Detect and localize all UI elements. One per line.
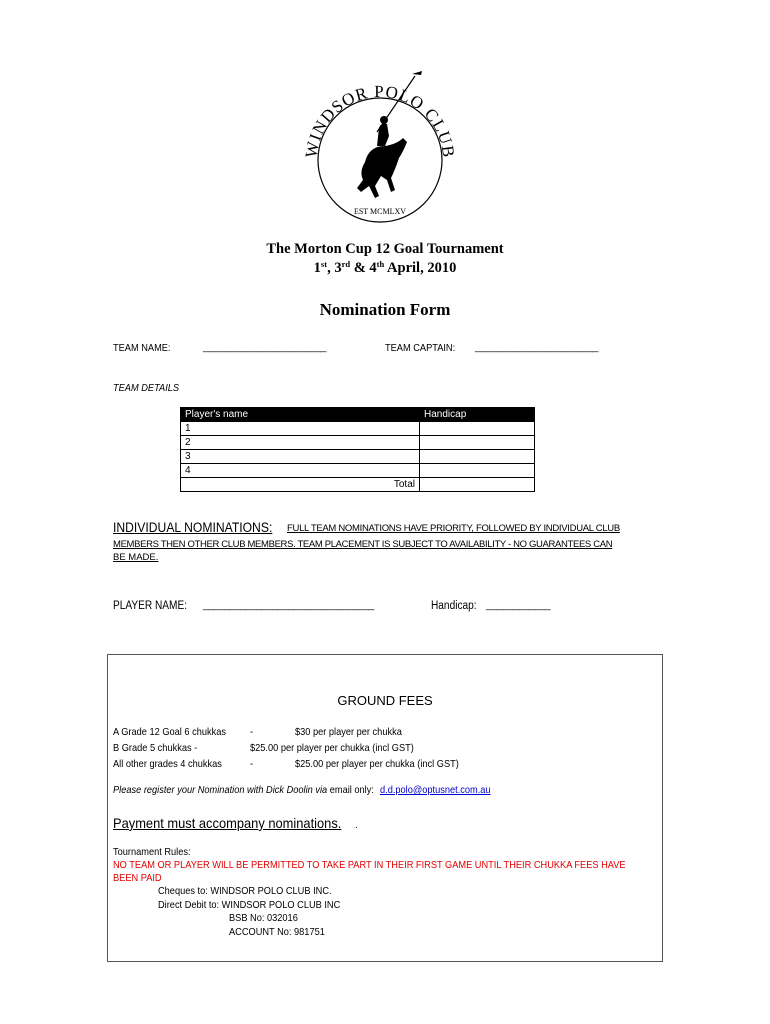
account-number: ACCOUNT No: 981751 (229, 926, 325, 938)
ground-fees-heading: GROUND FEES (337, 693, 433, 708)
individual-nominations (113, 519, 290, 537)
team-details-label: TEAM DETAILS (113, 382, 180, 394)
fee-grade-a: A Grade 12 Goal 6 chukkas (113, 726, 227, 738)
logo-club-name: WINDSOR POLO CLUB (301, 81, 459, 160)
player-handicap-cell[interactable] (420, 436, 535, 450)
player-row-number[interactable]: 4 (181, 464, 420, 478)
fee-grade-a-dash: - (250, 726, 254, 738)
team-captain-label: TEAM CAPTAIN: (385, 342, 456, 354)
logo-est-text: EST MCMLXV (353, 207, 407, 216)
tournament-title: The Morton Cup 12 Goal Tournament (266, 241, 504, 257)
fee-grade-a-price: $30 per player per chukka (295, 726, 402, 738)
payment-dot: . (355, 820, 358, 831)
individual-note-line1: FULL TEAM NOMINATIONS HAVE PRIORITY, FOLLOWED BY INDIVIDUAL CLUB (287, 523, 620, 534)
player-name-field[interactable]: ________________________________ (203, 599, 374, 611)
register-note: Please register your Nomination with Dick Doolin via email only: d.d.polo@optusnet.com.au (113, 784, 491, 796)
individual-note-line3: BE MADE. (113, 552, 159, 563)
fee-other-grades: All other grades 4 chukkas (113, 758, 222, 770)
payment-heading: Payment must accompany nominations. (113, 815, 342, 831)
email-link[interactable]: d.d.polo@optusnet.com.au (379, 784, 491, 796)
total-label: Total (181, 478, 420, 492)
table-header-row (181, 408, 535, 422)
payment-heading-wrap (113, 815, 361, 833)
form-title: Nomination Form (319, 300, 451, 319)
rules-line1: NO TEAM OR PLAYER WILL BE PERMITTED TO TAKE PART IN THEIR FIRST GAME UNTIL THEIR CHUKKA FEES HAVE (113, 859, 626, 871)
player-handicap-cell[interactable] (420, 422, 535, 436)
player-name-label: PLAYER NAME: (113, 600, 188, 612)
table-row (181, 464, 535, 478)
individual-nominations-heading: INDIVIDUAL NOMINATIONS: (113, 520, 273, 535)
team-name-field[interactable]: _______________________ (203, 341, 326, 353)
team-captain-field[interactable]: _______________________ (475, 341, 598, 353)
team-name-label: TEAM NAME: (113, 342, 171, 354)
tournament-rules-label: Tournament Rules: (113, 846, 191, 858)
players-table (180, 407, 535, 492)
player-row-number[interactable]: 3 (181, 450, 420, 464)
player-row-number[interactable]: 1 (181, 422, 420, 436)
windsor-polo-club-logo (295, 62, 465, 232)
table-row (181, 450, 535, 464)
table-total-row (181, 478, 535, 492)
total-handicap-cell[interactable] (420, 478, 535, 492)
fee-other-price: $25.00 per player per chukka (incl GST) (295, 758, 459, 770)
table-row (181, 422, 535, 436)
player-handicap-cell[interactable] (420, 464, 535, 478)
individual-note-line2: MEMBERS THEN OTHER CLUB MEMBERS. TEAM PLACEMENT IS SUBJECT TO AVAILABILITY - NO GUARANTEES CAN (113, 539, 613, 550)
header-player-name: Player's name (181, 408, 420, 422)
table-row (181, 436, 535, 450)
bsb-number: BSB No: 032016 (229, 912, 298, 924)
player-row-number[interactable]: 2 (181, 436, 420, 450)
rules-line2: BEEN PAID (113, 872, 162, 884)
handicap-field[interactable]: ____________ (486, 599, 551, 611)
player-handicap-cell[interactable] (420, 450, 535, 464)
header-handicap: Handicap (420, 408, 535, 422)
tournament-dates: 1st, 3rd & 4th April, 2010 (313, 259, 457, 276)
direct-debit-to: Direct Debit to: WINDSOR POLO CLUB INC (158, 899, 341, 911)
handicap-label: Handicap: (431, 600, 477, 612)
fee-other-dash: - (250, 758, 254, 770)
cheques-to: Cheques to: WINDSOR POLO CLUB INC. (158, 885, 332, 897)
fee-grade-b-price: $25.00 per player per chukka (incl GST) (250, 742, 414, 754)
fee-grade-b: B Grade 5 chukkas - (113, 742, 198, 754)
